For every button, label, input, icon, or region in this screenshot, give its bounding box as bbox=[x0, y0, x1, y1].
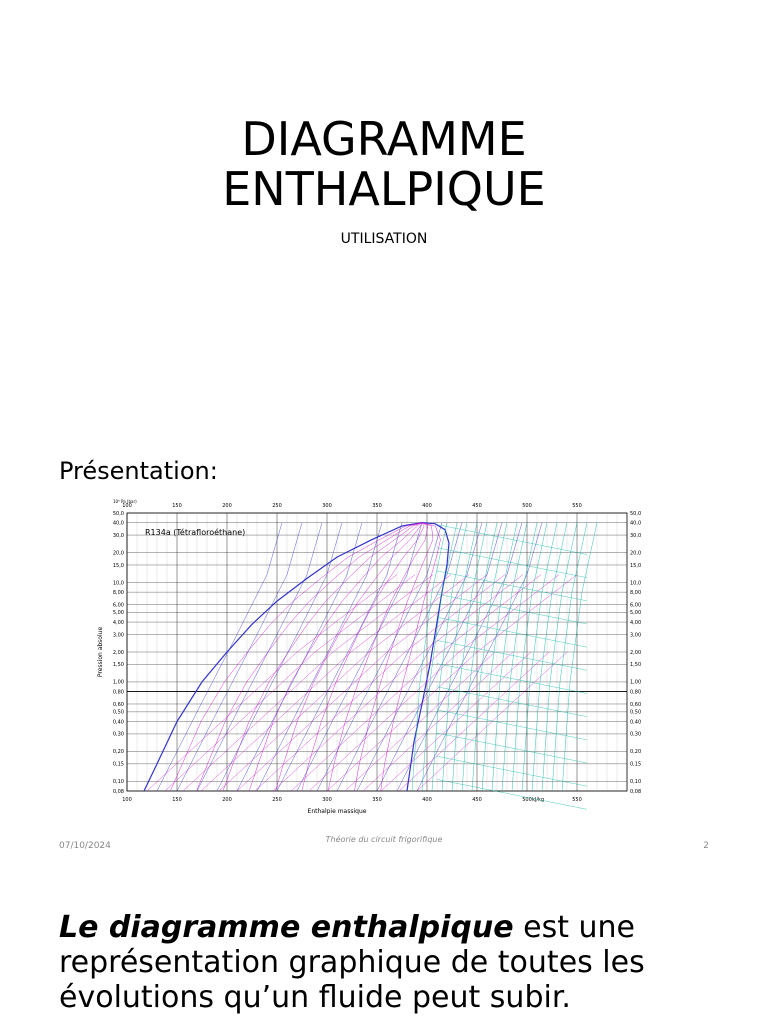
y-tick-label-right: 0,20 bbox=[630, 749, 642, 756]
y-tick-label-right: 50,0 bbox=[630, 510, 642, 517]
x-tick-label: 250 bbox=[272, 797, 282, 803]
y-tick-label-right: 0,08 bbox=[630, 788, 642, 795]
y-tick-label-right: 0,60 bbox=[630, 701, 642, 708]
title-line-1: DIAGRAMME bbox=[241, 112, 527, 166]
x-tick-label: 300 bbox=[322, 797, 332, 803]
title-line-2: ENTHALPIQUE bbox=[222, 162, 546, 216]
y-tick-label-right: 30,0 bbox=[630, 532, 642, 539]
x-tick-label: 550 bbox=[572, 797, 582, 803]
y-tick-label: 20,0 bbox=[112, 550, 124, 557]
y-tick-label: 0,60 bbox=[112, 701, 124, 708]
x-tick-label-top: 400 bbox=[422, 503, 432, 509]
body-text-rest: est une représentation graphique de toutes les évolutions qu’un fluide peut subir. bbox=[59, 910, 645, 1015]
x-tick-label: 200 bbox=[222, 797, 232, 803]
footer-date: 07/10/2024 bbox=[59, 841, 111, 851]
y-tick-label-right: 6,00 bbox=[630, 602, 642, 609]
y-tick-label: 0,10 bbox=[112, 779, 124, 786]
y-tick-label: 0,80 bbox=[112, 689, 124, 696]
y-tick-label-right: 2,00 bbox=[630, 649, 642, 656]
y-tick-label: 6,00 bbox=[112, 602, 124, 609]
x-tick-label-top: 550 bbox=[572, 503, 582, 509]
y-tick-label-right: 8,00 bbox=[630, 589, 642, 596]
y-axis-label: Pression absolue bbox=[97, 626, 104, 678]
x-tick-label: 100 bbox=[122, 797, 132, 803]
x-tick-label-top: 250 bbox=[272, 503, 282, 509]
y-tick-label: 0,50 bbox=[112, 709, 124, 716]
y-tick-label: 2,00 bbox=[112, 649, 124, 656]
y-tick-label: 1,50 bbox=[112, 662, 124, 669]
x-tick-label-top: 200 bbox=[222, 503, 232, 509]
y-tick-label: 0,08 bbox=[112, 788, 124, 795]
body-bold-lead: Le diagramme enthalpique bbox=[59, 910, 514, 945]
x-tick-label: 150 bbox=[172, 797, 182, 803]
y-tick-label-right: 1,50 bbox=[630, 662, 642, 669]
y-tick-label-right: 0,50 bbox=[630, 709, 642, 716]
y-tick-label-right: 0,80 bbox=[630, 689, 642, 696]
x-axis-label: Enthalpie massique bbox=[307, 808, 367, 815]
x-tick-label-top: 350 bbox=[372, 503, 382, 509]
x-tick-label: 450 bbox=[472, 797, 482, 803]
pressure-unit-label: 10⁵ Pa (bar) bbox=[113, 499, 137, 504]
y-tick-label: 4,00 bbox=[112, 619, 124, 626]
x-tick-label: 500 bbox=[522, 797, 532, 803]
y-tick-label-right: 0,30 bbox=[630, 731, 642, 738]
fluid-label: R134a (Tétrafloroéthane) bbox=[145, 528, 246, 538]
y-tick-label: 30,0 bbox=[112, 532, 124, 539]
x-tick-label-top: 300 bbox=[322, 503, 332, 509]
y-tick-label: 0,20 bbox=[112, 749, 124, 756]
slide-title bbox=[0, 114, 768, 214]
footer-title: Théorie du circuit frigorifique bbox=[325, 835, 443, 844]
section-heading: Présentation: bbox=[59, 457, 218, 485]
y-tick-label: 0,40 bbox=[112, 719, 124, 726]
slide-subtitle: UTILISATION bbox=[340, 231, 428, 247]
y-tick-label: 15,0 bbox=[112, 562, 124, 569]
y-tick-label: 0,15 bbox=[112, 761, 124, 768]
x-unit-label: kJ/kg bbox=[532, 797, 545, 803]
y-tick-label: 1,00 bbox=[112, 679, 124, 686]
y-tick-label-right: 4,00 bbox=[630, 619, 642, 626]
y-tick-label: 0,30 bbox=[112, 731, 124, 738]
enthalpy-diagram bbox=[96, 492, 656, 822]
y-tick-label-right: 0,10 bbox=[630, 779, 642, 786]
y-tick-label-right: 0,15 bbox=[630, 761, 642, 768]
y-tick-label-right: 5,00 bbox=[630, 610, 642, 617]
x-tick-label: 350 bbox=[372, 797, 382, 803]
y-tick-label-right: 3,00 bbox=[630, 632, 642, 639]
y-tick-label-right: 20,0 bbox=[630, 550, 642, 557]
y-tick-label: 3,00 bbox=[112, 632, 124, 639]
y-tick-label-right: 10,0 bbox=[630, 580, 642, 587]
x-tick-label-top: 500 bbox=[522, 503, 532, 509]
body-paragraph bbox=[59, 910, 739, 1015]
y-tick-label-right: 1,00 bbox=[630, 679, 642, 686]
y-tick-label: 10,0 bbox=[112, 580, 124, 587]
page-number: 2 bbox=[703, 841, 709, 851]
y-tick-label: 5,00 bbox=[112, 610, 124, 617]
y-tick-label: 50,0 bbox=[112, 510, 124, 517]
x-tick-label-top: 100 bbox=[122, 503, 132, 509]
y-tick-label-right: 40,0 bbox=[630, 520, 642, 527]
enthalpy-diagram-svg bbox=[96, 492, 656, 822]
y-tick-label-right: 15,0 bbox=[630, 562, 642, 569]
x-tick-label-top: 150 bbox=[172, 503, 182, 509]
y-tick-label: 40,0 bbox=[112, 520, 124, 527]
y-tick-label-right: 0,40 bbox=[630, 719, 642, 726]
x-tick-label-top: 450 bbox=[472, 503, 482, 509]
y-tick-label: 8,00 bbox=[112, 589, 124, 596]
x-tick-label: 400 bbox=[422, 797, 432, 803]
